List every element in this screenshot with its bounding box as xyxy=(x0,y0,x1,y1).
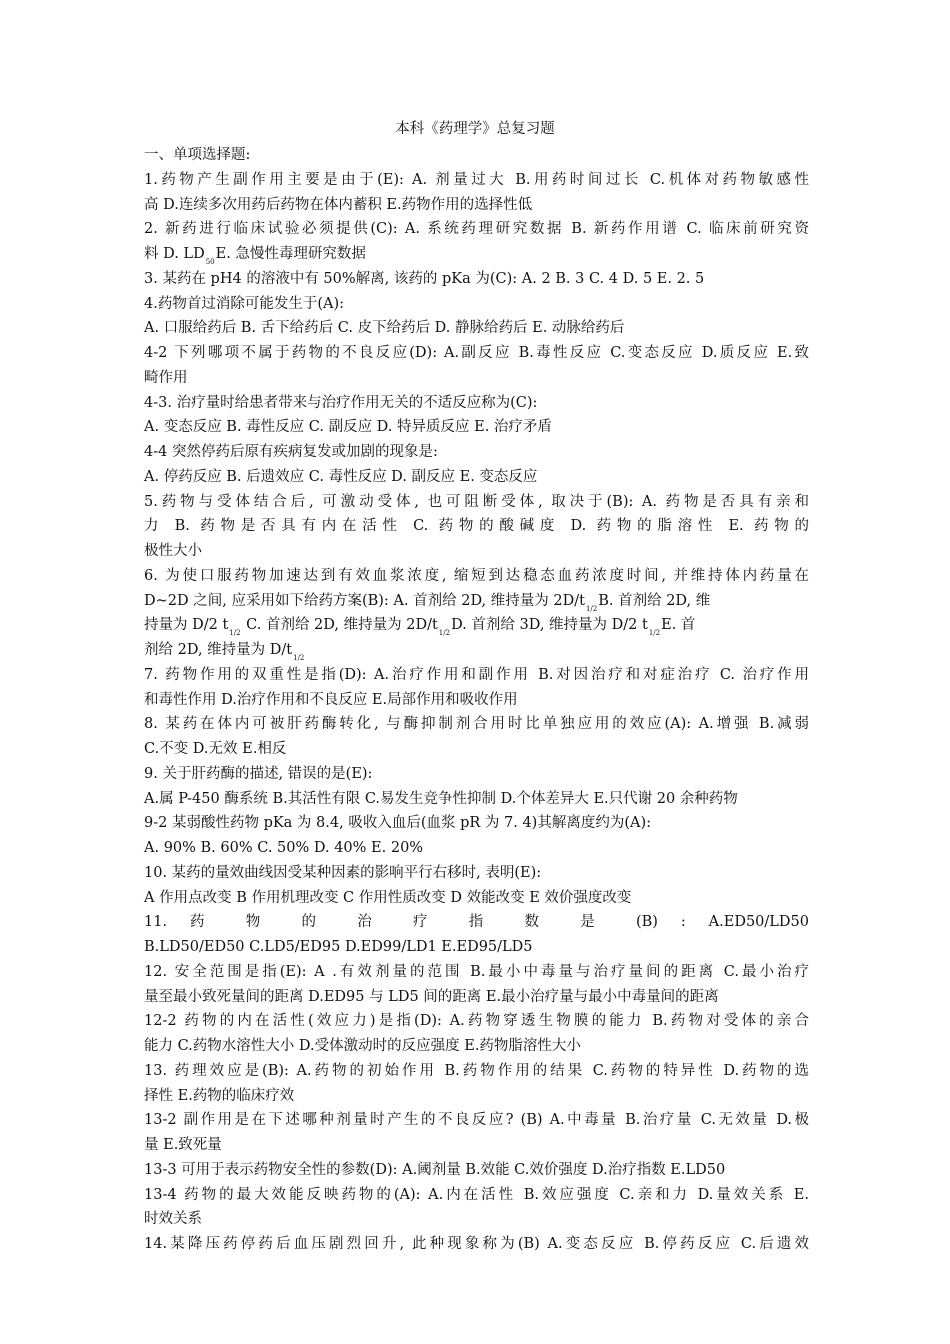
text-line: 量 E.致死量 xyxy=(144,1137,222,1153)
text-fragment: D. 首剂给 3D, 维持量为 D/2 t xyxy=(451,617,648,634)
text-line: 时效关系 xyxy=(144,1211,202,1228)
document-body xyxy=(144,143,809,1257)
text-line: 和毒性作用 D.治疗作用和不良反应 E.局部作用和吸收作用 xyxy=(144,691,518,708)
text-line: 1.药物产生副作用主要是由于(E): A. 剂量过大 B.用药时间过长 C.机体对药物敏感性 xyxy=(144,171,809,188)
text-fragment: 持量为 D/2 t xyxy=(144,617,229,634)
text-line: C.不变 D.无效 E.相反 xyxy=(144,741,287,757)
text-fragment: B. 首剂给 2D, 维 xyxy=(598,592,711,609)
text-fragment: E. 首 xyxy=(661,617,696,634)
subscript: 1/2 xyxy=(438,629,451,638)
subscript: 50 xyxy=(205,258,215,266)
text-line: 13. 药理效应是(B): A.药物的初始作用 B.药物作用的结果 C.药物的特异性 D.药物的选 xyxy=(144,1062,809,1079)
document-title: 本科《药理学》总复习题 xyxy=(395,121,555,137)
text-line: 7. 药物作用的双重性是指(D): A.治疗作用和副作用 B.对因治疗和对症治疗 C. 治疗作用 xyxy=(144,666,809,683)
text-line: 11. 药 物 的 治 疗 指 数 是 (B) : A.ED50/LD50 xyxy=(144,914,809,931)
text-line: 10. 某药的量效曲线因受某种因素的影响平行右移时, 表明(E): xyxy=(144,864,542,881)
subscript: 1/2 xyxy=(648,629,661,638)
text-fragment: C. 首剂给 2D, 维持量为 2D/t xyxy=(246,617,438,634)
subscript: 1/2 xyxy=(229,629,241,638)
text-fragment: D~2D 之间, 应采用如下给药方案(B): A. 首剂给 2D, 维持量为 2D/t xyxy=(144,592,585,609)
text-line: 12-2 药物的内在活性(效应力)是指(D): A.药物穿透生物膜的能力 B.药物对受体的亲合 xyxy=(144,1013,809,1030)
text-line: 13-4 药物的最大效能反映药物的(A): A.内在活性 B.效应强度 C.亲和力 D.量效关系 E. xyxy=(144,1186,809,1203)
text-line: 择性 E.药物的临床疗效 xyxy=(144,1087,295,1104)
text-line: 9-2 某弱酸性药物 pKa 为 8.4, 吸收入血后(血浆 pR 为 7. 4)其解离度约为(A): xyxy=(144,815,652,832)
subscript: 1/2 xyxy=(585,604,598,613)
text-line: 8. 某药在体内可被肝药酶转化, 与酶抑制剂合用时比单独应用的效应(A): A.增强 B.减弱 xyxy=(144,716,809,733)
subscript: 1/2 xyxy=(293,654,305,662)
text-line: 4-3. 治疗量时给患者带来与治疗作用无关的不适反应称为(C): xyxy=(144,394,538,411)
text-line xyxy=(144,589,809,614)
text-line: 量至最小致死量间的距离 D.ED95 与 LD5 间的距离 E.最小治疗量与最小中毒量间的距离 xyxy=(144,988,719,1005)
text-line: B.LD50/ED50 C.LD5/ED95 D.ED99/LD1 E.ED95/LD5 xyxy=(144,939,533,955)
text-line: 6. 为使口服药物加速达到有效血浆浓度, 缩短到达稳态血药浓度时间, 并维持体内药量在 xyxy=(144,567,809,584)
text-line: A 作用点改变 B 作用机理改变 C 作用性质改变 D 效能改变 E 效价强度改变 xyxy=(144,889,632,906)
text-line: 4.药物首过消除可能发生于(A): xyxy=(144,295,345,312)
text-fragment: 剂给 2D, 维持量为 D/t xyxy=(144,642,293,658)
text-line: 高 D.连续多次用药后药物在体内蓄积 E.药物作用的选择性低 xyxy=(144,196,533,213)
text-line: 14.某降压药停药后血压剧烈回升, 此种现象称为(B) A.变态反应 B.停药反应 C.后遗效 xyxy=(144,1236,809,1252)
text-line xyxy=(144,638,809,663)
text-line: 3. 某药在 pH4 的溶液中有 50%解离, 该药的 pKa 为(C): A. 2 B. 3 C. 4 D. 5 E. 2. 5 xyxy=(144,270,705,287)
text-line: A. 停药反应 B. 后遗效应 C. 毒性反应 D. 副反应 E. 变态反应 xyxy=(144,468,538,485)
text-fragment: 料 D. LD xyxy=(144,246,205,262)
text-line: 畸作用 xyxy=(144,369,188,386)
text-line: 12. 安全范围是指(E): A .有效剂量的范围 B.最小中毒量与治疗量间的距离 C.最小治疗 xyxy=(144,963,809,980)
text-line: A. 90% B. 60% C. 50% D. 40% E. 20% xyxy=(144,840,424,856)
text-line: 9. 关于肝药酶的描述, 错误的是(E): xyxy=(144,765,373,782)
text-line xyxy=(144,613,809,638)
text-line: 力 B. 药物是否具有内在活性 C. 药物的酸碱度 D. 药物的脂溶性 E. 药物的 xyxy=(144,518,809,535)
text-line: 13-3 可用于表示药物安全性的参数(D): A.阈剂量 B.效能 C.效价强度 D.治疗指数 E.LD50 xyxy=(144,1161,726,1178)
text-line: 2. 新药进行临床试验必须提供(C): A. 系统药理研究数据 B. 新药作用谱 C. 临床前研究资 xyxy=(144,221,809,238)
text-line: 4-2 下列哪项不属于药物的不良反应(D): A.副反应 B.毒性反应 C.变态反应 D.质反应 E.致 xyxy=(144,345,809,361)
text-line: 13-2 副作用是在下述哪种剂量时产生的不良反应? (B) A.中毒量 B.治疗量 C.无效量 D.极 xyxy=(144,1112,809,1129)
text-line: 4-4 突然停药后原有疾病复发或加剧的现象是: xyxy=(144,444,438,460)
text-line: A. 变态反应 B. 毒性反应 C. 副反应 D. 特异质反应 E. 治疗矛盾 xyxy=(144,419,552,436)
text-fragment: E. 急慢性毒理研究数据 xyxy=(215,246,366,262)
section-heading: 一、单项选择题: xyxy=(144,147,251,163)
text-line xyxy=(144,242,809,267)
text-line: A.属 P-450 酶系统 B.其活性有限 C.易发生竞争性抑制 D.个体差异大 E.只代谢 20 余种药物 xyxy=(144,790,738,807)
text-line: 能力 C.药物水溶性大小 D.受体激动时的反应强度 E.药物脂溶性大小 xyxy=(144,1038,581,1054)
text-line: 5.药物与受体结合后, 可激动受体, 也可阻断受体, 取决于(B): A. 药物是否具有亲和 xyxy=(144,493,809,510)
text-line: 极性大小 xyxy=(144,543,202,559)
text-line: A. 口服给药后 B. 舌下给药后 C. 皮下给药后 D. 静脉给药后 E. 动脉给药后 xyxy=(144,320,625,337)
